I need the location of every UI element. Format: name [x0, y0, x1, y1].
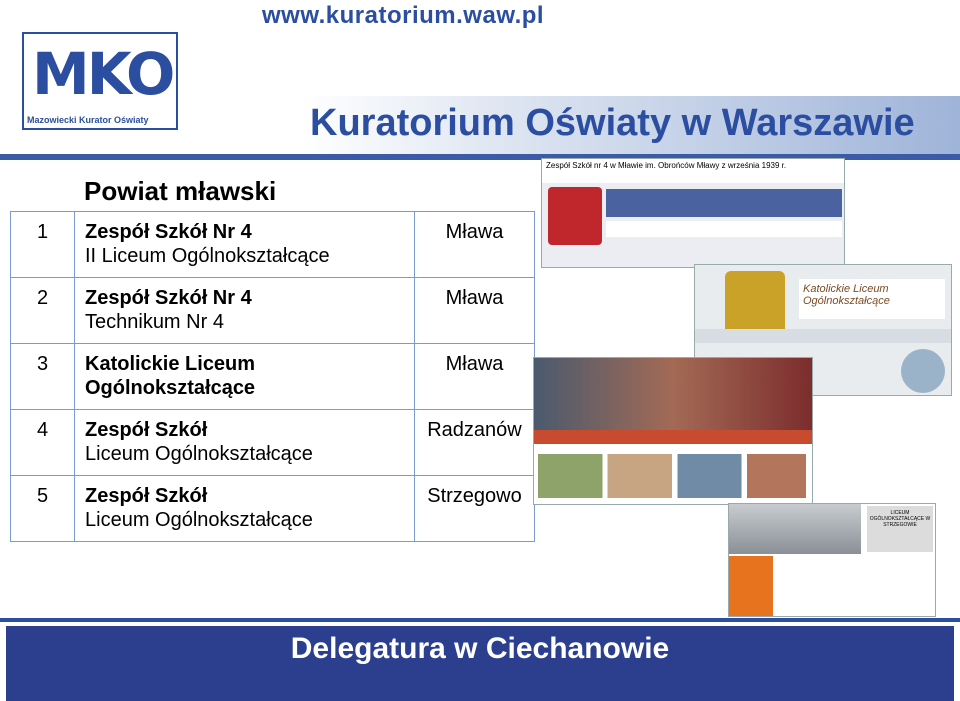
school-type: Technikum Nr 4 [85, 311, 224, 333]
school-name: Katolickie Liceum [85, 353, 256, 375]
school-crest-image [548, 187, 602, 245]
classroom-photo [534, 358, 812, 430]
row-number: 3 [11, 344, 75, 410]
site-nav-image [695, 329, 951, 343]
facebook-header-image [606, 189, 842, 217]
screenshot-title: Zespół Szkół nr 4 w Mławie im. Obrońców Mławy z września 1939 r. [542, 159, 844, 183]
school-type: Liceum Ogólnokształcące [85, 509, 313, 531]
school-name-cell [75, 410, 415, 476]
row-number: 1 [11, 212, 75, 278]
school-name-cell [75, 476, 415, 542]
schools-table [10, 211, 535, 542]
school-town: Mława [415, 278, 535, 344]
school-name-cell [75, 278, 415, 344]
site-url[interactable]: www.kuratorium.waw.pl [262, 2, 545, 29]
page-title: Powiat mławski [84, 176, 277, 206]
table-row [11, 476, 535, 542]
table-row [11, 278, 535, 344]
school-town: Radzanów [415, 410, 535, 476]
screenshot-radzanow [533, 357, 813, 505]
school-town: Strzegowo [415, 476, 535, 542]
screenshot-strzegowo [728, 503, 936, 617]
footer-divider [0, 618, 960, 622]
site-nav-image [534, 430, 812, 444]
school-name: Zespół Szkół Nr 4 [85, 287, 252, 309]
book-image [729, 504, 861, 554]
table-row [11, 344, 535, 410]
logo-mark: MKO [32, 40, 173, 108]
award-badge-image [901, 349, 945, 393]
row-number: 5 [11, 476, 75, 542]
school-name: Zespół Szkół Nr 4 [85, 221, 252, 243]
mko-logo [22, 32, 178, 130]
school-crest-image [725, 271, 785, 335]
banner [302, 96, 960, 160]
table-row [11, 410, 535, 476]
school-type: II Liceum Ogólnokształcące [85, 245, 330, 267]
banner-title: Kuratorium Oświaty w Warszawie [310, 102, 915, 144]
footer-band [6, 626, 954, 701]
school-name: Zespół Szkół [85, 419, 208, 441]
screenshot-title: Katolickie Liceum Ogólnokształcące [799, 279, 945, 319]
logo-caption: Mazowiecki Kurator Oświaty [27, 115, 149, 125]
school-town: Mława [415, 212, 535, 278]
school-name-cell [75, 212, 415, 278]
screenshot-title: LICEUM OGÓLNOKSZTAŁCĄCE W STRZEGOWIE [867, 506, 933, 552]
footer-text: Delegatura w Ciechanowie [290, 632, 670, 665]
table-row [11, 212, 535, 278]
header [0, 0, 960, 160]
row-number: 4 [11, 410, 75, 476]
row-number: 2 [11, 278, 75, 344]
photo-thumbnails [538, 454, 806, 498]
school-type: Ogólnokształcące [85, 377, 256, 399]
school-name: Zespół Szkół [85, 485, 208, 507]
school-type: Liceum Ogólnokształcące [85, 443, 313, 465]
facebook-tabs-image [606, 221, 842, 237]
school-name-cell [75, 344, 415, 410]
screenshot-zs4-facebook [541, 158, 845, 268]
school-town: Mława [415, 344, 535, 410]
site-menu-image [729, 556, 773, 616]
